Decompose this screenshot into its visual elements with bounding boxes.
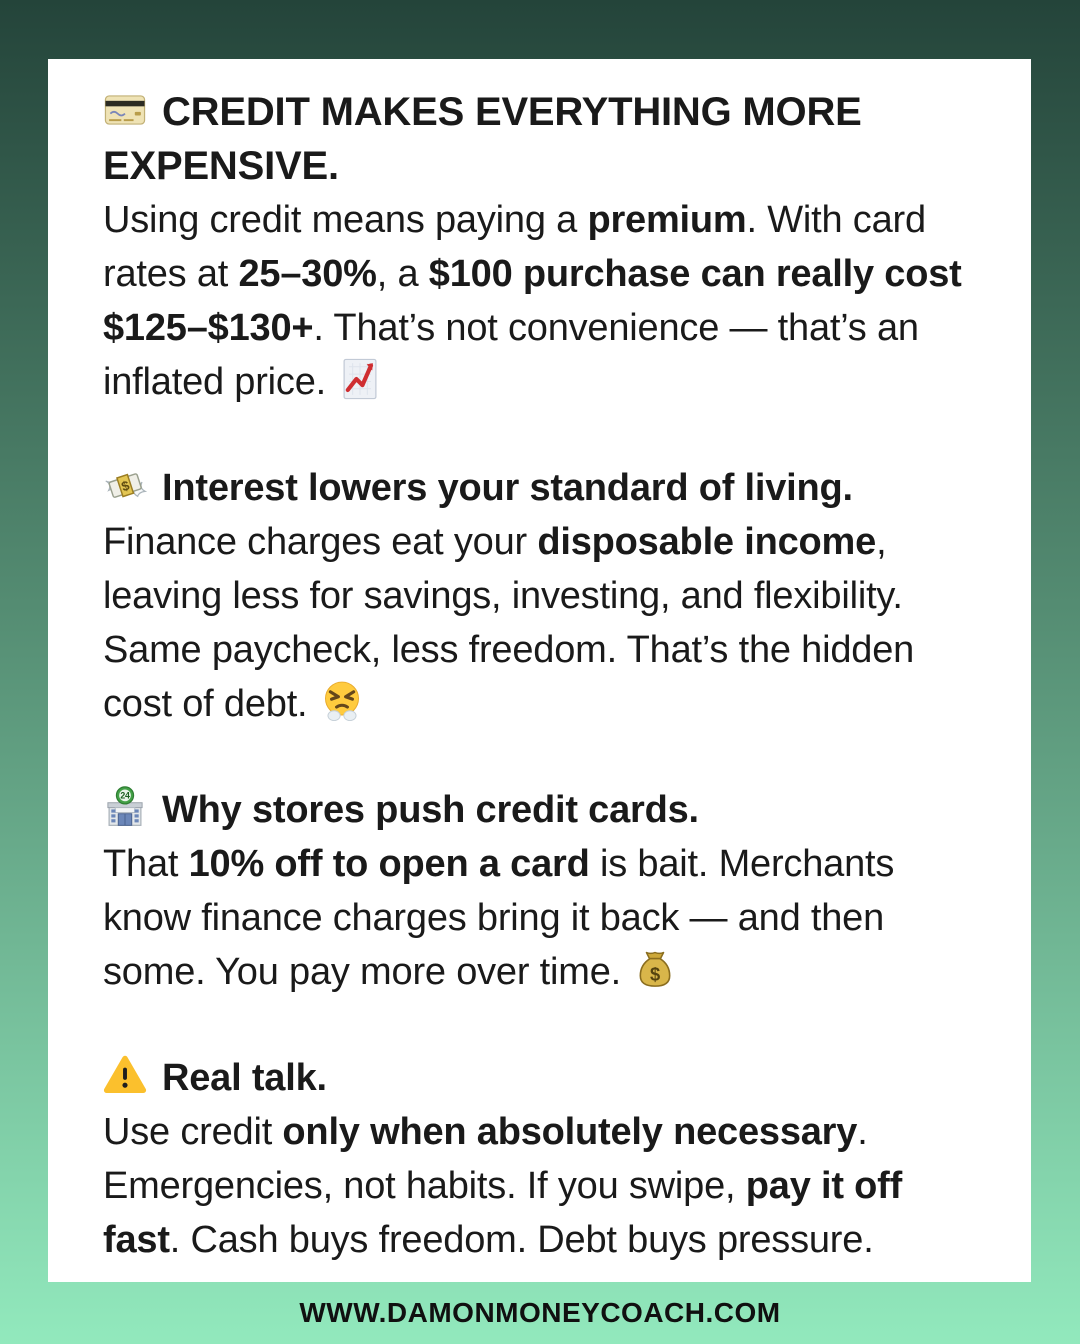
heading-icon-slot xyxy=(103,90,162,134)
heading-icon-slot xyxy=(103,789,162,831)
heading-text: Interest lowers your standard of living. xyxy=(162,467,853,509)
section-stores-push-cards xyxy=(103,783,975,999)
website-url: WWW.DAMONMONEYCOACH.COM xyxy=(299,1297,781,1328)
footer-bar xyxy=(0,1282,1080,1344)
section-real-talk xyxy=(103,1051,975,1267)
section-body: Use credit only when absolutely necessary. Emergencies, not habits. If you swipe, pay it off fast. Cash buys freedom. Debt buys pressure. xyxy=(103,1111,903,1261)
section-credit-expensive xyxy=(103,85,975,409)
section-body: Finance charges eat your disposable income, leaving less for savings, investing, and flexibility. Same paycheck, less freedom. That’s the hidden cost of debt. xyxy=(103,521,915,725)
section-body: Using credit means paying a premium. With card rates at 25–30%, a $100 purchase can really cost $125–$130+. That’s not convenience — that’s an inflated price. xyxy=(103,199,962,403)
svg-text:$: $ xyxy=(650,963,661,985)
section-heading xyxy=(103,461,975,515)
credit-card-icon xyxy=(103,88,147,132)
money-bag-icon xyxy=(633,947,677,991)
section-heading xyxy=(103,783,975,837)
section-body: That 10% off to open a card is bait. Merchants know finance charges bring it back — and then some. You pay more over time. $ xyxy=(103,843,895,993)
warning-icon xyxy=(103,1053,147,1097)
section-heading xyxy=(103,1051,975,1105)
heading-icon-slot xyxy=(103,1057,162,1099)
chart-increasing-icon xyxy=(338,357,382,401)
heading-icon-slot xyxy=(103,467,162,509)
section-heading xyxy=(103,85,975,193)
svg-text:24: 24 xyxy=(120,790,130,801)
heading-text: Why stores push credit cards. xyxy=(162,789,699,831)
svg-text:$: $ xyxy=(119,477,132,495)
content-card xyxy=(48,59,1031,1282)
heading-text: Real talk. xyxy=(162,1057,327,1099)
section-interest-standard-of-living xyxy=(103,461,975,731)
face-with-steam-icon xyxy=(320,679,364,723)
money-with-wings-icon xyxy=(103,463,147,507)
convenience-store-icon xyxy=(103,785,147,829)
heading-text: CREDIT MAKES EVERYTHING MORE EXPENSIVE. xyxy=(103,90,862,188)
